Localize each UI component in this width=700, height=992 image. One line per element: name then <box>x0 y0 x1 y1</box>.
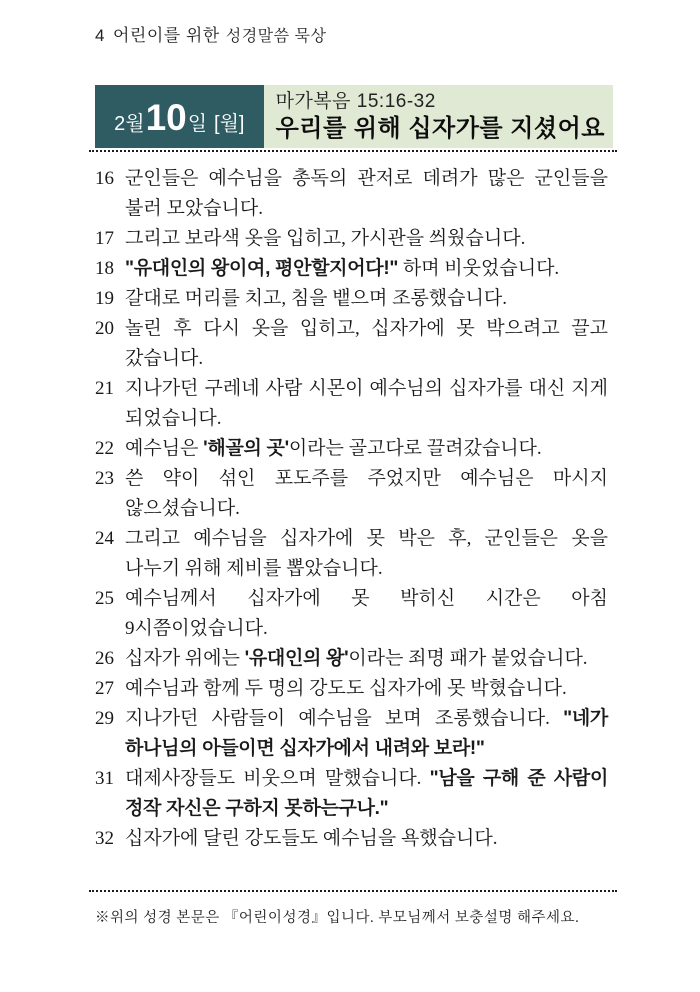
verse-plain-segment: 군인들은 예수님을 총독의 관저로 데려가 많은 군인들을 불러 모았습니다. <box>125 168 608 219</box>
verse-text <box>125 254 608 284</box>
verse-text <box>125 824 608 854</box>
verse-row <box>95 284 608 314</box>
title-box <box>264 85 613 148</box>
verse-number: 19 <box>95 288 114 309</box>
verse-text <box>125 674 608 704</box>
verse-text <box>125 374 608 434</box>
verse-number: 26 <box>95 648 114 669</box>
verse-plain-segment: 그리고 예수님을 십자가에 못 박은 후, 군인들은 옷을 나누기 위해 제비를 뽑았습니다. <box>125 528 608 579</box>
verse-row <box>95 164 608 224</box>
verse-text <box>125 284 608 314</box>
verse-emphasis-segment: "네가 하나님의 아들이면 십자가에서 내려와 보라!" <box>125 708 608 759</box>
verse-emphasis-segment: "남을 구해 준 사람이 정작 자신은 구하지 못하는구나." <box>125 768 609 819</box>
verse-text <box>125 644 608 674</box>
verse-plain-segment: 예수님께서 십자가에 못 박히신 시간은 아침 9시쯤이었습니다. <box>125 588 608 639</box>
verse-plain-segment: 예수님은 <box>125 438 204 459</box>
verse-plain-segment: 이라는 죄명 패가 붙었습니다. <box>348 648 588 669</box>
verse-row <box>95 524 608 584</box>
verse-row <box>95 224 608 254</box>
date-month: 2월 <box>114 113 145 135</box>
footnote: ※위의 성경 본문은 『어린이성경』입니다. 부모님께서 보충설명 해주세요. <box>95 910 580 926</box>
verse-text <box>125 464 608 524</box>
verse-number: 20 <box>95 318 114 339</box>
verse-emphasis-segment: '해골의 곳' <box>203 438 289 459</box>
verse-plain-segment: 십자가 위에는 <box>125 648 245 669</box>
date-day-suffix: 일 <box>187 113 208 135</box>
book-title-sub: 성경말씀 묵상 <box>225 28 327 45</box>
verse-row <box>95 644 608 674</box>
verse-list <box>95 164 608 854</box>
verse-text <box>125 524 608 584</box>
verse-plain-segment: 지나가던 구레네 사람 시몬이 예수님의 십자가를 대신 지게 되었습니다. <box>125 378 608 429</box>
verse-row <box>95 584 608 644</box>
verse-plain-segment: 십자가에 달린 강도들도 예수님을 욕했습니다. <box>125 828 498 849</box>
verse-plain-segment: 그리고 보라색 옷을 입히고, 가시관을 씌웠습니다. <box>125 228 526 249</box>
header-dotted-divider <box>89 150 617 152</box>
verse-number: 21 <box>95 378 114 399</box>
verse-number: 23 <box>95 468 114 489</box>
verse-number: 27 <box>95 678 114 699</box>
devotion-title: 우리를 위해 십자가를 지셨어요 <box>275 115 605 142</box>
verse-row <box>95 704 608 764</box>
date-day: 10 <box>145 97 187 138</box>
verse-plain-segment: 쓴 약이 섞인 포도주를 주었지만 예수님은 마시지 않으셨습니다. <box>125 468 608 519</box>
verse-plain-segment: 대제사장들도 비웃으며 말했습니다. <box>125 768 430 789</box>
date-box <box>95 85 264 148</box>
verse-text <box>125 584 608 644</box>
verse-plain-segment: 갈대로 머리를 치고, 침을 뱉으며 조롱했습니다. <box>125 288 507 309</box>
verse-text <box>125 434 608 464</box>
verse-row <box>95 434 608 464</box>
verse-number: 18 <box>95 258 114 279</box>
verse-text <box>125 224 608 254</box>
verse-number: 31 <box>95 768 114 789</box>
verse-number: 32 <box>95 828 114 849</box>
book-title-main: 어린이를 위한 <box>112 26 220 45</box>
verse-plain-segment: 놀린 후 다시 옷을 입히고, 십자가에 못 박으려고 끌고 갔습니다. <box>125 318 608 369</box>
verse-row <box>95 254 608 284</box>
page-number: 4 <box>95 26 105 45</box>
verse-row <box>95 314 608 374</box>
verse-row <box>95 374 608 434</box>
verse-row <box>95 764 608 824</box>
verse-plain-segment: 지나가던 사람들이 예수님을 보며 조롱했습니다. <box>125 708 564 729</box>
verse-emphasis-segment: "유대인의 왕이여, 평안할지어다!" <box>125 258 399 279</box>
verse-plain-segment: 하며 비웃었습니다. <box>398 258 560 279</box>
verse-number: 22 <box>95 438 114 459</box>
date-weekday: [월] <box>214 113 245 135</box>
verse-number: 17 <box>95 228 114 249</box>
verse-row <box>95 674 608 704</box>
footer-dotted-divider <box>89 890 617 892</box>
running-head <box>95 26 326 47</box>
scripture-reference: 마가복음 15:16-32 <box>275 91 436 112</box>
verse-emphasis-segment: '유대인의 왕' <box>244 648 349 669</box>
verse-number: 29 <box>95 708 114 729</box>
verse-row <box>95 464 608 524</box>
verse-number: 16 <box>95 168 114 189</box>
devotion-header <box>95 85 613 148</box>
verse-text <box>125 704 608 764</box>
verse-text <box>125 164 608 224</box>
verse-plain-segment: 예수님과 함께 두 명의 강도도 십자가에 못 박혔습니다. <box>125 678 567 699</box>
verse-text <box>125 764 608 824</box>
verse-number: 24 <box>95 528 114 549</box>
verse-row <box>95 824 608 854</box>
verse-text <box>125 314 608 374</box>
verse-number: 25 <box>95 588 114 609</box>
verse-plain-segment: 이라는 골고다로 끌려갔습니다. <box>288 438 542 459</box>
